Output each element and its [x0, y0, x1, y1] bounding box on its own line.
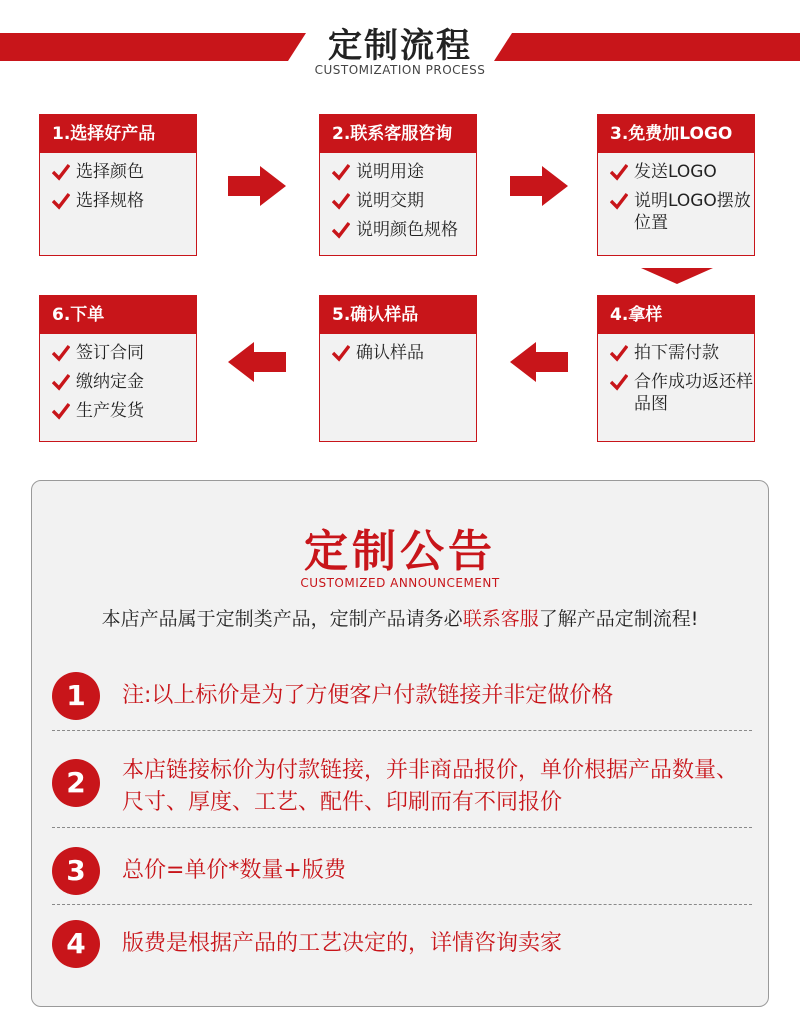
- check-icon: [52, 373, 70, 391]
- note-4: [52, 920, 752, 968]
- note-3: [52, 847, 752, 895]
- divider: [52, 904, 752, 905]
- step-card-1: [39, 114, 197, 256]
- check-icon: [332, 344, 350, 362]
- note-number-badge: 4: [52, 920, 100, 968]
- step-item: 说明颜色规格: [332, 219, 476, 241]
- step-card-3: [597, 114, 755, 256]
- check-icon: [610, 163, 628, 181]
- step-item: 说明交期: [332, 190, 476, 212]
- step-card-5: [319, 295, 477, 442]
- note-number-badge: 1: [52, 672, 100, 720]
- page-title: 定制流程: [328, 26, 472, 66]
- note-number-badge: 2: [52, 759, 100, 807]
- note-1: [52, 672, 752, 720]
- step-item: 说明LOGO摆放位置: [610, 190, 754, 234]
- contact-service-link[interactable]: 联系客服: [462, 608, 539, 630]
- arrow-left-icon: [510, 342, 568, 382]
- step-item: 合作成功返还样品图: [610, 371, 754, 415]
- step-item: 说明用途: [332, 161, 476, 183]
- step-item: 选择颜色: [52, 161, 196, 183]
- step-title: 1.选择好产品: [40, 115, 196, 153]
- step-item: 签订合同: [52, 342, 196, 364]
- arrow-right-icon: [510, 166, 568, 206]
- note-text: 本店链接标价为付款链接，并非商品报价，单价根据产品数量、尺寸、厚度、工艺、配件、印刷而有不同报价: [122, 758, 739, 815]
- check-icon: [332, 221, 350, 239]
- check-icon: [610, 373, 628, 391]
- check-icon: [52, 344, 70, 362]
- step-item: 拍下需付款: [610, 342, 754, 364]
- check-icon: [52, 192, 70, 210]
- step-card-6: [39, 295, 197, 442]
- arrow-left-icon: [228, 342, 286, 382]
- check-icon: [52, 402, 70, 420]
- divider: [52, 730, 752, 731]
- page-subtitle: CUSTOMIZATION PROCESS: [314, 63, 486, 77]
- step-title: 4.拿样: [598, 296, 754, 334]
- note-text: 总价=单价*数量+版费: [122, 858, 346, 883]
- announcement-subtitle: CUSTOMIZED ANNOUNCEMENT: [300, 576, 500, 590]
- divider: [52, 827, 752, 828]
- step-item: 缴纳定金: [52, 371, 196, 393]
- check-icon: [610, 344, 628, 362]
- step-title: 6.下单: [40, 296, 196, 334]
- check-icon: [332, 192, 350, 210]
- check-icon: [610, 192, 628, 210]
- note-text: 注:以上标价是为了方便客户付款链接并非定做价格: [122, 683, 614, 708]
- note-number-badge: 3: [52, 847, 100, 895]
- step-title: 3.免费加LOGO: [598, 115, 754, 153]
- step-card-2: [319, 114, 477, 256]
- arrow-right-icon: [228, 166, 286, 206]
- arrow-down-icon: [641, 268, 713, 284]
- check-icon: [52, 163, 70, 181]
- step-title: 2.联系客服咨询: [320, 115, 476, 153]
- announcement-title: 定制公告: [304, 526, 496, 577]
- step-title: 5.确认样品: [320, 296, 476, 334]
- note-2: [52, 755, 752, 819]
- announcement-intro: 本店产品属于定制类产品，定制产品请务必联系客服了解产品定制流程!: [101, 608, 699, 630]
- check-icon: [332, 163, 350, 181]
- note-text: 版费是根据产品的工艺决定的，详情咨询卖家: [122, 931, 563, 956]
- step-item: 生产发货: [52, 400, 196, 422]
- step-item: 发送LOGO: [610, 161, 754, 183]
- step-item: 选择规格: [52, 190, 196, 212]
- step-item: 确认样品: [332, 342, 476, 364]
- step-card-4: [597, 295, 755, 442]
